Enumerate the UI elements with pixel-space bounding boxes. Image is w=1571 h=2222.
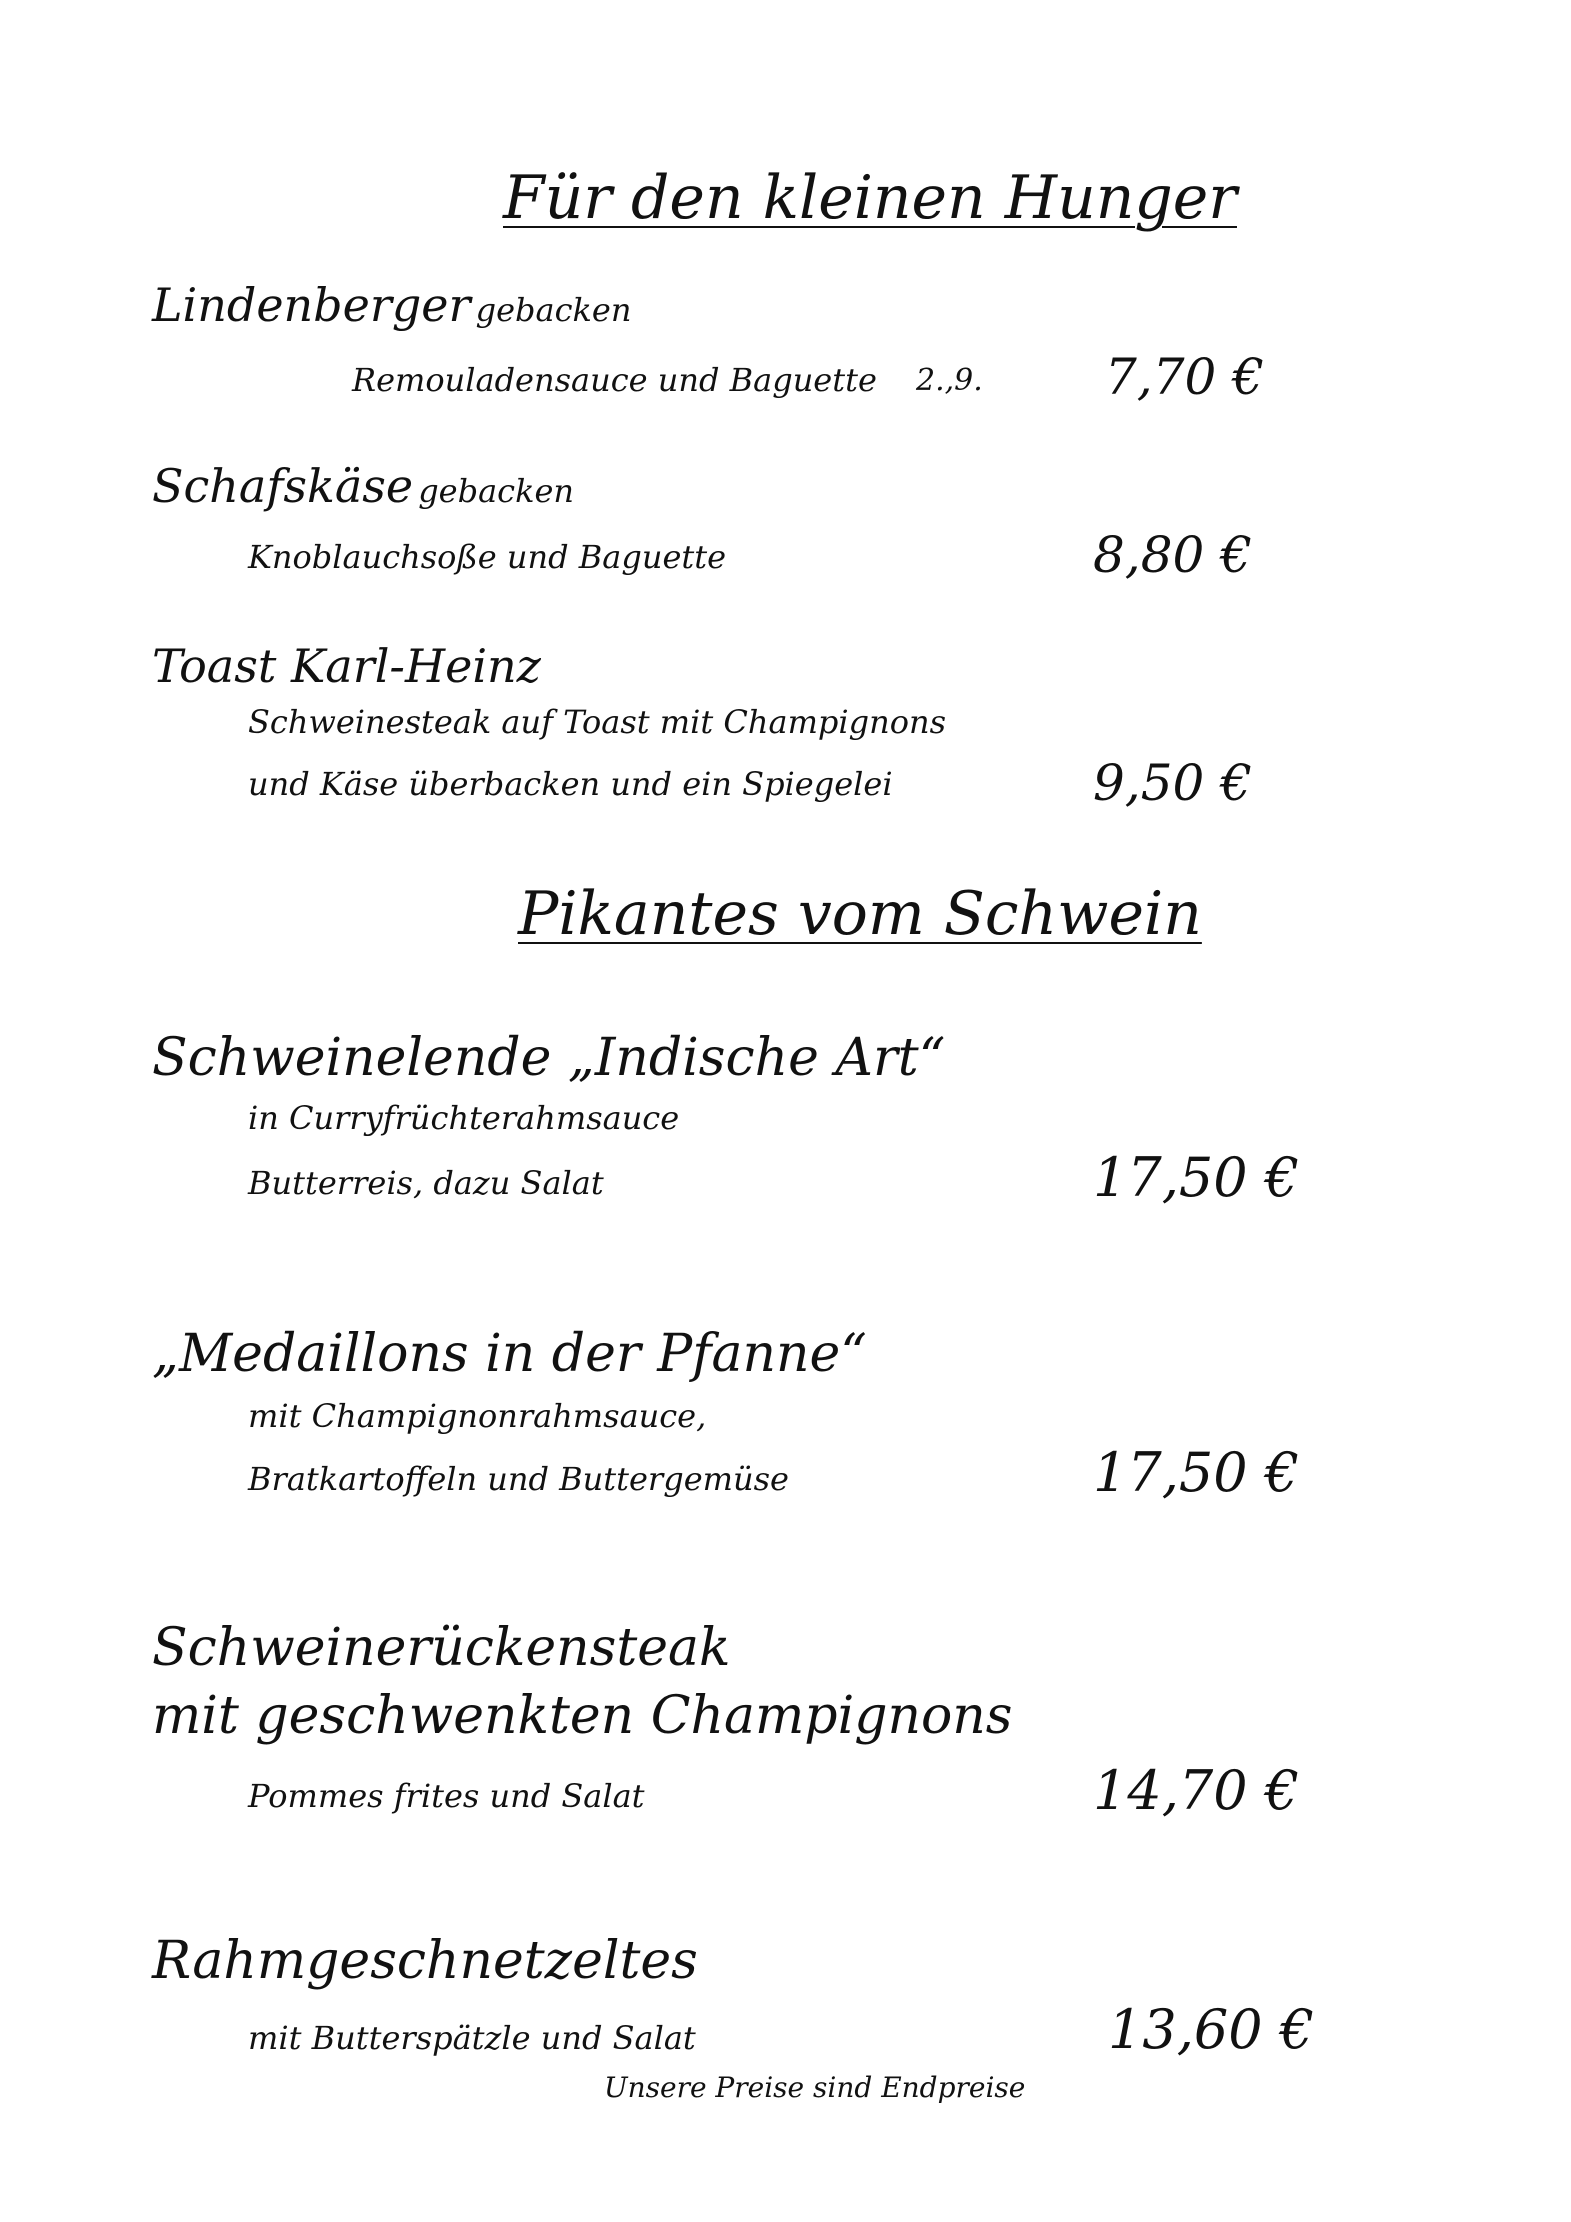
dish-description: Remouladensauce und Baguette [352,361,877,399]
dish-description: Schweinesteak auf Toast mit Champignons [248,703,947,741]
section-title: Für den kleinen Hunger [503,163,1237,233]
dish-description: und Käse überbacken und ein Spiegelei [248,765,893,803]
dish-name: Schweinerückensteak [152,1618,731,1678]
dish-name: mit geschwenkten Champignons [152,1686,1013,1746]
dish-name: Lindenberger [152,278,471,332]
dish-price: 17,50 € [1093,1146,1300,1209]
dish-description: in Curryfrüchterahmsauce [248,1099,680,1137]
dish-price: 8,80 € [1093,526,1253,584]
dish-price: 17,50 € [1093,1441,1300,1504]
dish-price: 14,70 € [1093,1759,1300,1822]
dish-price: 7,70 € [1105,348,1265,406]
dish-name: „Medaillons in der Pfanne“ [152,1324,867,1384]
dish-name: Schweinelende „Indische Art“ [152,1028,946,1088]
dish-name: Rahmgeschnetzeltes [152,1931,698,1991]
dish-suffix: gebacken [475,291,632,329]
section-title: Pikantes vom Schwein [518,879,1202,949]
allergen-codes: 2.,9. [916,363,983,398]
dish-name: Toast Karl-Heinz [152,639,541,693]
dish-description: mit Champignonrahmsauce, [248,1397,707,1435]
dish-description: mit Butterspätzle und Salat [248,2019,696,2057]
dish-description: Pommes frites und Salat [248,1777,645,1815]
dish-suffix: gebacken [418,472,575,510]
dish-description: Knoblauchsoße und Baguette [248,538,727,576]
dish-price: 13,60 € [1108,1998,1315,2061]
dish-description: Bratkartoffeln und Buttergemüse [248,1460,789,1498]
dish-name: Schafskäse [152,459,414,513]
footer-note: Unsere Preise sind Endpreise [604,2071,1026,2104]
dish-price: 9,50 € [1093,754,1253,812]
dish-description: Butterreis, dazu Salat [248,1164,604,1202]
